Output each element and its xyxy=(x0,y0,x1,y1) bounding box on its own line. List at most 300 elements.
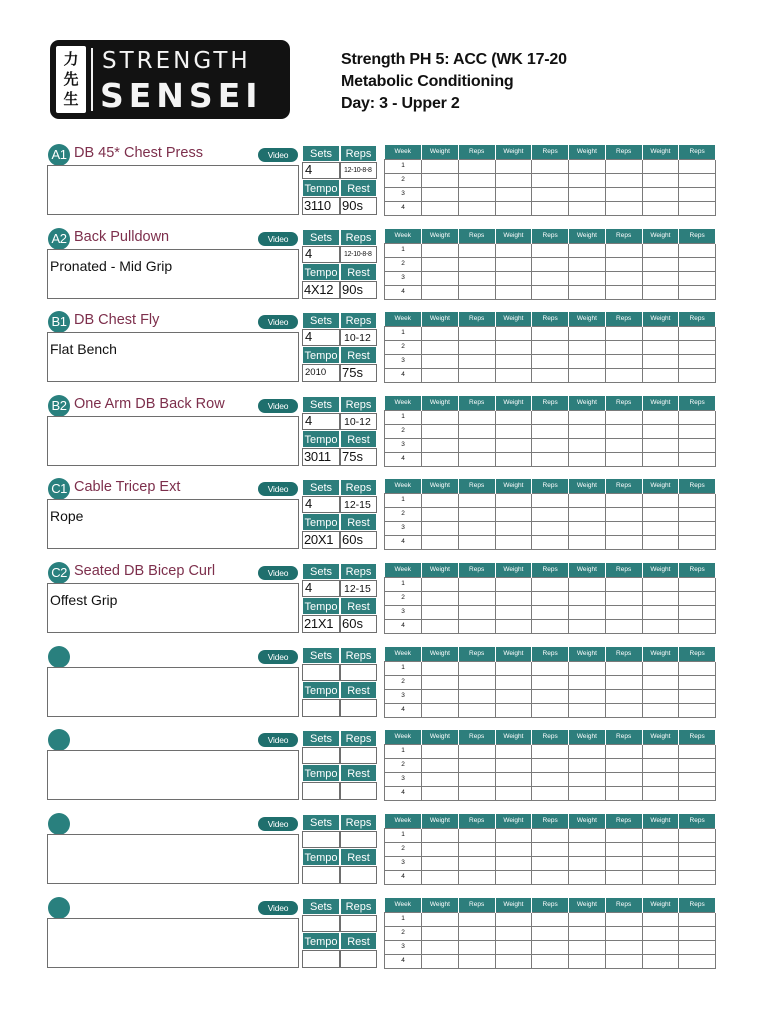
weight-entry[interactable] xyxy=(569,772,606,786)
reps-value[interactable] xyxy=(340,831,377,848)
reps-entry[interactable] xyxy=(679,675,716,689)
weight-entry[interactable] xyxy=(569,535,606,549)
weight-entry[interactable] xyxy=(569,926,606,940)
weight-entry[interactable] xyxy=(569,452,606,466)
weight-entry[interactable] xyxy=(642,201,679,215)
reps-entry[interactable] xyxy=(458,926,495,940)
weight-entry[interactable] xyxy=(642,605,679,619)
weight-entry[interactable] xyxy=(495,187,532,201)
weight-entry[interactable] xyxy=(495,619,532,633)
reps-value[interactable] xyxy=(340,747,377,764)
reps-entry[interactable] xyxy=(605,926,642,940)
reps-entry[interactable] xyxy=(532,661,569,675)
weight-entry[interactable] xyxy=(422,786,459,800)
reps-entry[interactable] xyxy=(679,703,716,717)
reps-entry[interactable] xyxy=(605,507,642,521)
video-button[interactable]: Video xyxy=(258,817,298,831)
reps-entry[interactable] xyxy=(532,507,569,521)
weight-entry[interactable] xyxy=(495,173,532,187)
weight-entry[interactable] xyxy=(569,424,606,438)
weight-entry[interactable] xyxy=(495,912,532,926)
weight-entry[interactable] xyxy=(569,744,606,758)
tempo-value[interactable] xyxy=(302,699,340,717)
tempo-value[interactable]: 3110 xyxy=(302,197,340,215)
exercise-notes-box[interactable] xyxy=(47,249,299,299)
weight-entry[interactable] xyxy=(569,173,606,187)
weight-entry[interactable] xyxy=(422,159,459,173)
weight-entry[interactable] xyxy=(569,842,606,856)
reps-entry[interactable] xyxy=(679,758,716,772)
weight-entry[interactable] xyxy=(495,605,532,619)
weight-entry[interactable] xyxy=(642,675,679,689)
weight-entry[interactable] xyxy=(422,703,459,717)
weight-entry[interactable] xyxy=(422,912,459,926)
reps-entry[interactable] xyxy=(532,257,569,271)
reps-entry[interactable] xyxy=(605,368,642,382)
weight-entry[interactable] xyxy=(642,870,679,884)
reps-entry[interactable] xyxy=(458,173,495,187)
weight-entry[interactable] xyxy=(569,758,606,772)
reps-entry[interactable] xyxy=(532,703,569,717)
reps-entry[interactable] xyxy=(605,577,642,591)
exercise-notes-box[interactable] xyxy=(47,499,299,549)
weight-entry[interactable] xyxy=(569,689,606,703)
weight-entry[interactable] xyxy=(569,828,606,842)
weight-entry[interactable] xyxy=(569,257,606,271)
tempo-value[interactable] xyxy=(302,782,340,800)
reps-entry[interactable] xyxy=(532,452,569,466)
weight-entry[interactable] xyxy=(422,424,459,438)
weight-entry[interactable] xyxy=(642,243,679,257)
reps-entry[interactable] xyxy=(458,758,495,772)
reps-entry[interactable] xyxy=(605,661,642,675)
reps-entry[interactable] xyxy=(458,438,495,452)
reps-entry[interactable] xyxy=(605,438,642,452)
weight-entry[interactable] xyxy=(495,842,532,856)
weight-entry[interactable] xyxy=(422,619,459,633)
reps-entry[interactable] xyxy=(605,424,642,438)
weight-entry[interactable] xyxy=(569,159,606,173)
weight-entry[interactable] xyxy=(495,675,532,689)
weight-entry[interactable] xyxy=(642,786,679,800)
weight-entry[interactable] xyxy=(569,271,606,285)
rest-value[interactable]: 75s xyxy=(340,448,377,466)
weight-entry[interactable] xyxy=(422,828,459,842)
weight-entry[interactable] xyxy=(642,842,679,856)
sets-value[interactable] xyxy=(302,664,340,681)
sets-value[interactable] xyxy=(302,915,340,932)
weight-entry[interactable] xyxy=(422,842,459,856)
rest-value[interactable] xyxy=(340,782,377,800)
video-button[interactable]: Video xyxy=(258,148,298,162)
reps-entry[interactable] xyxy=(532,535,569,549)
weight-entry[interactable] xyxy=(422,187,459,201)
tempo-value[interactable]: 3011 xyxy=(302,448,340,466)
reps-entry[interactable] xyxy=(679,842,716,856)
reps-entry[interactable] xyxy=(532,591,569,605)
weight-entry[interactable] xyxy=(569,954,606,968)
weight-entry[interactable] xyxy=(495,661,532,675)
reps-value[interactable]: 12-15 xyxy=(340,496,377,513)
weight-entry[interactable] xyxy=(569,675,606,689)
reps-entry[interactable] xyxy=(458,577,495,591)
reps-entry[interactable] xyxy=(532,271,569,285)
reps-entry[interactable] xyxy=(458,410,495,424)
weight-entry[interactable] xyxy=(642,493,679,507)
reps-entry[interactable] xyxy=(532,786,569,800)
exercise-notes-box[interactable] xyxy=(47,416,299,466)
weight-entry[interactable] xyxy=(422,340,459,354)
weight-entry[interactable] xyxy=(495,340,532,354)
weight-entry[interactable] xyxy=(422,257,459,271)
weight-entry[interactable] xyxy=(642,271,679,285)
reps-entry[interactable] xyxy=(532,954,569,968)
reps-entry[interactable] xyxy=(458,744,495,758)
reps-entry[interactable] xyxy=(679,159,716,173)
reps-entry[interactable] xyxy=(532,187,569,201)
weight-entry[interactable] xyxy=(569,619,606,633)
reps-entry[interactable] xyxy=(679,744,716,758)
weight-entry[interactable] xyxy=(642,912,679,926)
reps-entry[interactable] xyxy=(458,521,495,535)
weight-entry[interactable] xyxy=(495,452,532,466)
exercise-notes-box[interactable] xyxy=(47,332,299,382)
reps-entry[interactable] xyxy=(679,926,716,940)
tempo-value[interactable] xyxy=(302,866,340,884)
reps-entry[interactable] xyxy=(679,257,716,271)
reps-entry[interactable] xyxy=(605,326,642,340)
reps-entry[interactable] xyxy=(532,758,569,772)
reps-entry[interactable] xyxy=(605,744,642,758)
reps-entry[interactable] xyxy=(532,828,569,842)
weight-entry[interactable] xyxy=(642,619,679,633)
video-button[interactable]: Video xyxy=(258,315,298,329)
reps-entry[interactable] xyxy=(605,619,642,633)
weight-entry[interactable] xyxy=(569,438,606,452)
reps-entry[interactable] xyxy=(679,786,716,800)
weight-entry[interactable] xyxy=(642,689,679,703)
reps-value[interactable] xyxy=(340,664,377,681)
tempo-value[interactable] xyxy=(302,950,340,968)
weight-entry[interactable] xyxy=(642,744,679,758)
reps-entry[interactable] xyxy=(605,675,642,689)
weight-entry[interactable] xyxy=(422,354,459,368)
weight-entry[interactable] xyxy=(642,954,679,968)
weight-entry[interactable] xyxy=(569,354,606,368)
reps-entry[interactable] xyxy=(458,689,495,703)
weight-entry[interactable] xyxy=(422,954,459,968)
weight-entry[interactable] xyxy=(495,591,532,605)
weight-entry[interactable] xyxy=(569,912,606,926)
weight-entry[interactable] xyxy=(642,340,679,354)
exercise-notes-box[interactable] xyxy=(47,834,299,884)
weight-entry[interactable] xyxy=(422,591,459,605)
reps-entry[interactable] xyxy=(532,577,569,591)
weight-entry[interactable] xyxy=(495,954,532,968)
reps-entry[interactable] xyxy=(679,772,716,786)
weight-entry[interactable] xyxy=(569,521,606,535)
weight-entry[interactable] xyxy=(422,535,459,549)
reps-entry[interactable] xyxy=(679,201,716,215)
rest-value[interactable] xyxy=(340,950,377,968)
reps-entry[interactable] xyxy=(605,354,642,368)
reps-entry[interactable] xyxy=(458,187,495,201)
reps-value[interactable]: 10-12 xyxy=(340,329,377,346)
reps-entry[interactable] xyxy=(458,870,495,884)
weight-entry[interactable] xyxy=(495,354,532,368)
weight-entry[interactable] xyxy=(495,493,532,507)
reps-entry[interactable] xyxy=(679,828,716,842)
weight-entry[interactable] xyxy=(569,870,606,884)
weight-entry[interactable] xyxy=(495,689,532,703)
rest-value[interactable]: 90s xyxy=(340,197,377,215)
reps-entry[interactable] xyxy=(458,368,495,382)
reps-entry[interactable] xyxy=(458,159,495,173)
tempo-value[interactable]: 2010 xyxy=(302,364,340,382)
sets-value[interactable]: 4 xyxy=(302,246,340,263)
weight-entry[interactable] xyxy=(422,201,459,215)
reps-entry[interactable] xyxy=(679,940,716,954)
reps-entry[interactable] xyxy=(605,271,642,285)
weight-entry[interactable] xyxy=(495,940,532,954)
weight-entry[interactable] xyxy=(422,285,459,299)
reps-entry[interactable] xyxy=(679,591,716,605)
reps-entry[interactable] xyxy=(458,201,495,215)
weight-entry[interactable] xyxy=(495,438,532,452)
weight-entry[interactable] xyxy=(642,354,679,368)
sets-value[interactable]: 4 xyxy=(302,329,340,346)
weight-entry[interactable] xyxy=(642,326,679,340)
reps-entry[interactable] xyxy=(532,173,569,187)
weight-entry[interactable] xyxy=(569,368,606,382)
weight-entry[interactable] xyxy=(569,201,606,215)
reps-entry[interactable] xyxy=(679,410,716,424)
reps-entry[interactable] xyxy=(532,521,569,535)
weight-entry[interactable] xyxy=(569,326,606,340)
weight-entry[interactable] xyxy=(642,507,679,521)
weight-entry[interactable] xyxy=(642,535,679,549)
weight-entry[interactable] xyxy=(495,926,532,940)
reps-entry[interactable] xyxy=(679,507,716,521)
reps-entry[interactable] xyxy=(458,954,495,968)
reps-entry[interactable] xyxy=(532,368,569,382)
weight-entry[interactable] xyxy=(422,675,459,689)
reps-entry[interactable] xyxy=(532,340,569,354)
weight-entry[interactable] xyxy=(569,340,606,354)
reps-entry[interactable] xyxy=(605,340,642,354)
reps-value[interactable]: 12-10-8-8 xyxy=(340,246,377,263)
reps-entry[interactable] xyxy=(532,856,569,870)
video-button[interactable]: Video xyxy=(258,399,298,413)
reps-entry[interactable] xyxy=(532,689,569,703)
weight-entry[interactable] xyxy=(422,493,459,507)
reps-entry[interactable] xyxy=(458,828,495,842)
reps-entry[interactable] xyxy=(679,354,716,368)
weight-entry[interactable] xyxy=(569,493,606,507)
video-button[interactable]: Video xyxy=(258,650,298,664)
weight-entry[interactable] xyxy=(422,438,459,452)
weight-entry[interactable] xyxy=(422,870,459,884)
reps-entry[interactable] xyxy=(605,187,642,201)
reps-entry[interactable] xyxy=(605,786,642,800)
reps-entry[interactable] xyxy=(532,675,569,689)
weight-entry[interactable] xyxy=(495,285,532,299)
weight-entry[interactable] xyxy=(495,159,532,173)
weight-entry[interactable] xyxy=(422,173,459,187)
reps-entry[interactable] xyxy=(605,758,642,772)
reps-entry[interactable] xyxy=(532,842,569,856)
reps-entry[interactable] xyxy=(458,326,495,340)
reps-entry[interactable] xyxy=(679,243,716,257)
reps-entry[interactable] xyxy=(605,870,642,884)
weight-entry[interactable] xyxy=(569,243,606,257)
weight-entry[interactable] xyxy=(642,368,679,382)
reps-entry[interactable] xyxy=(679,521,716,535)
reps-entry[interactable] xyxy=(605,173,642,187)
weight-entry[interactable] xyxy=(495,577,532,591)
reps-entry[interactable] xyxy=(532,326,569,340)
weight-entry[interactable] xyxy=(495,257,532,271)
weight-entry[interactable] xyxy=(642,591,679,605)
exercise-notes-box[interactable] xyxy=(47,583,299,633)
reps-value[interactable] xyxy=(340,915,377,932)
weight-entry[interactable] xyxy=(495,243,532,257)
reps-entry[interactable] xyxy=(679,368,716,382)
reps-entry[interactable] xyxy=(458,605,495,619)
reps-entry[interactable] xyxy=(679,438,716,452)
reps-entry[interactable] xyxy=(605,535,642,549)
reps-entry[interactable] xyxy=(679,271,716,285)
weight-entry[interactable] xyxy=(642,856,679,870)
weight-entry[interactable] xyxy=(569,410,606,424)
reps-entry[interactable] xyxy=(679,661,716,675)
reps-entry[interactable] xyxy=(458,493,495,507)
tempo-value[interactable]: 21X1 xyxy=(302,615,340,633)
reps-entry[interactable] xyxy=(605,605,642,619)
weight-entry[interactable] xyxy=(422,452,459,466)
sets-value[interactable] xyxy=(302,747,340,764)
tempo-value[interactable]: 4X12 xyxy=(302,281,340,299)
reps-entry[interactable] xyxy=(679,912,716,926)
reps-entry[interactable] xyxy=(532,438,569,452)
weight-entry[interactable] xyxy=(642,703,679,717)
reps-entry[interactable] xyxy=(679,173,716,187)
reps-entry[interactable] xyxy=(532,926,569,940)
weight-entry[interactable] xyxy=(642,828,679,842)
rest-value[interactable]: 60s xyxy=(340,615,377,633)
reps-entry[interactable] xyxy=(605,772,642,786)
weight-entry[interactable] xyxy=(495,856,532,870)
weight-entry[interactable] xyxy=(495,507,532,521)
reps-entry[interactable] xyxy=(458,452,495,466)
reps-entry[interactable] xyxy=(458,271,495,285)
weight-entry[interactable] xyxy=(569,703,606,717)
reps-entry[interactable] xyxy=(679,424,716,438)
weight-entry[interactable] xyxy=(422,661,459,675)
reps-entry[interactable] xyxy=(605,243,642,257)
reps-value[interactable]: 12-10-8-8 xyxy=(340,162,377,179)
exercise-notes-box[interactable] xyxy=(47,750,299,800)
reps-entry[interactable] xyxy=(605,703,642,717)
weight-entry[interactable] xyxy=(642,577,679,591)
weight-entry[interactable] xyxy=(422,744,459,758)
reps-entry[interactable] xyxy=(679,326,716,340)
weight-entry[interactable] xyxy=(569,940,606,954)
reps-entry[interactable] xyxy=(605,828,642,842)
rest-value[interactable] xyxy=(340,866,377,884)
reps-entry[interactable] xyxy=(458,940,495,954)
reps-entry[interactable] xyxy=(532,424,569,438)
reps-entry[interactable] xyxy=(679,870,716,884)
reps-entry[interactable] xyxy=(605,912,642,926)
weight-entry[interactable] xyxy=(495,535,532,549)
reps-entry[interactable] xyxy=(458,257,495,271)
reps-entry[interactable] xyxy=(679,452,716,466)
reps-entry[interactable] xyxy=(605,842,642,856)
weight-entry[interactable] xyxy=(495,410,532,424)
weight-entry[interactable] xyxy=(422,940,459,954)
weight-entry[interactable] xyxy=(642,661,679,675)
weight-entry[interactable] xyxy=(569,577,606,591)
weight-entry[interactable] xyxy=(422,926,459,940)
weight-entry[interactable] xyxy=(495,521,532,535)
weight-entry[interactable] xyxy=(495,424,532,438)
weight-entry[interactable] xyxy=(422,243,459,257)
weight-entry[interactable] xyxy=(642,758,679,772)
weight-entry[interactable] xyxy=(495,201,532,215)
video-button[interactable]: Video xyxy=(258,482,298,496)
weight-entry[interactable] xyxy=(569,285,606,299)
reps-entry[interactable] xyxy=(532,243,569,257)
tempo-value[interactable]: 20X1 xyxy=(302,531,340,549)
sets-value[interactable]: 4 xyxy=(302,413,340,430)
reps-entry[interactable] xyxy=(532,354,569,368)
reps-entry[interactable] xyxy=(532,744,569,758)
weight-entry[interactable] xyxy=(642,285,679,299)
reps-entry[interactable] xyxy=(458,661,495,675)
reps-entry[interactable] xyxy=(458,772,495,786)
rest-value[interactable]: 90s xyxy=(340,281,377,299)
reps-entry[interactable] xyxy=(605,591,642,605)
reps-entry[interactable] xyxy=(679,285,716,299)
weight-entry[interactable] xyxy=(495,828,532,842)
weight-entry[interactable] xyxy=(642,410,679,424)
weight-entry[interactable] xyxy=(422,368,459,382)
rest-value[interactable]: 75s xyxy=(340,364,377,382)
weight-entry[interactable] xyxy=(642,438,679,452)
reps-entry[interactable] xyxy=(458,507,495,521)
exercise-notes-box[interactable] xyxy=(47,165,299,215)
weight-entry[interactable] xyxy=(495,772,532,786)
weight-entry[interactable] xyxy=(495,786,532,800)
reps-entry[interactable] xyxy=(458,912,495,926)
weight-entry[interactable] xyxy=(642,173,679,187)
reps-entry[interactable] xyxy=(605,285,642,299)
rest-value[interactable] xyxy=(340,699,377,717)
reps-entry[interactable] xyxy=(679,689,716,703)
weight-entry[interactable] xyxy=(569,661,606,675)
reps-entry[interactable] xyxy=(458,340,495,354)
video-button[interactable]: Video xyxy=(258,901,298,915)
reps-entry[interactable] xyxy=(458,786,495,800)
reps-entry[interactable] xyxy=(532,159,569,173)
reps-value[interactable]: 10-12 xyxy=(340,413,377,430)
weight-entry[interactable] xyxy=(642,772,679,786)
weight-entry[interactable] xyxy=(422,689,459,703)
weight-entry[interactable] xyxy=(422,410,459,424)
reps-entry[interactable] xyxy=(458,591,495,605)
weight-entry[interactable] xyxy=(569,786,606,800)
